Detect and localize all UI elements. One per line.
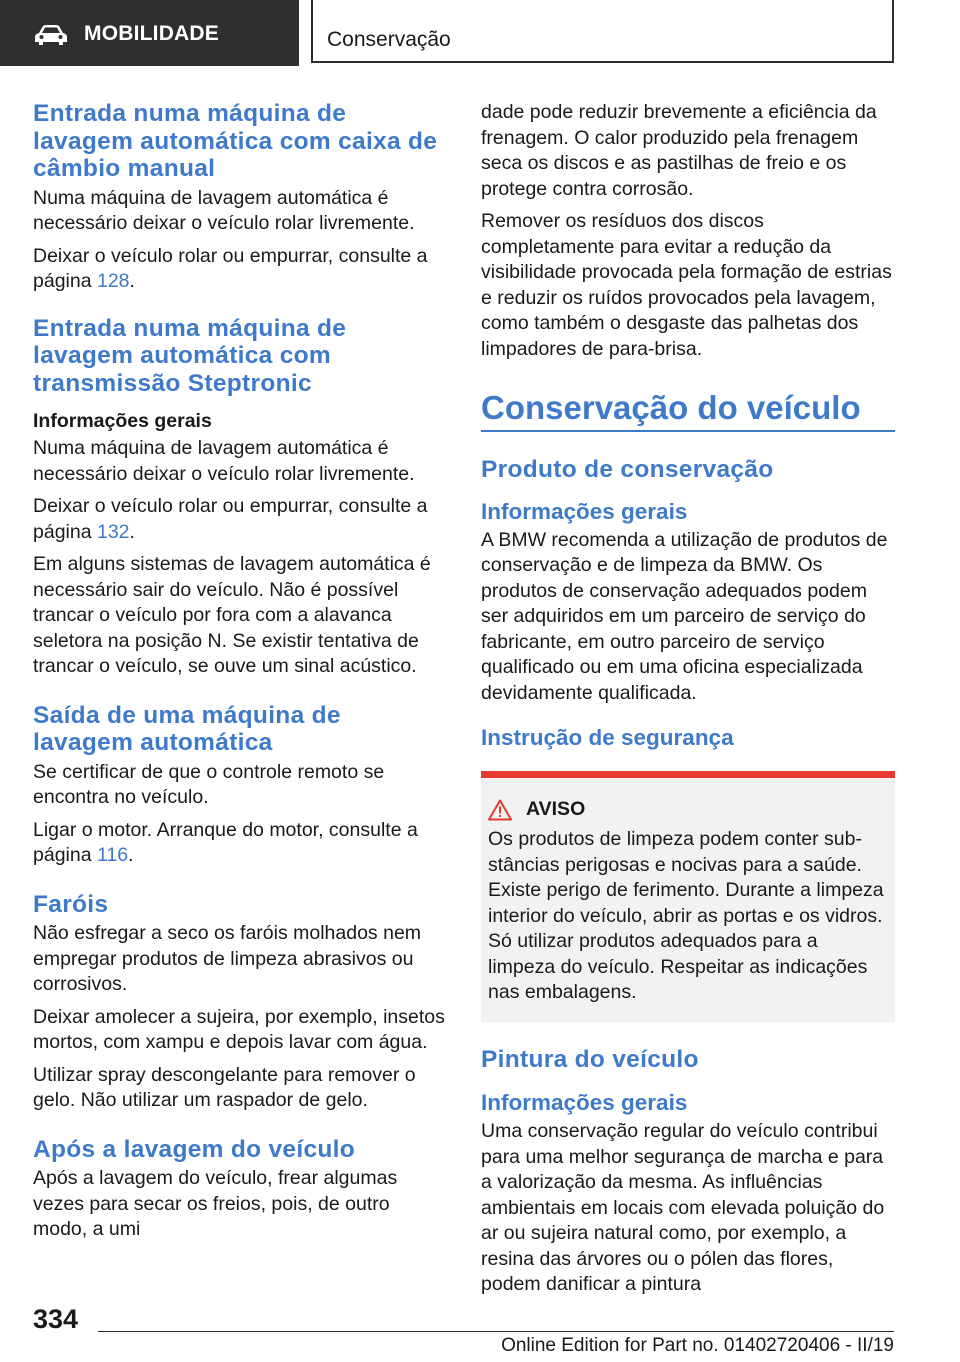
heading-after-wash: Após a lavagem do veículo	[33, 1135, 356, 1163]
paragraph: Uma conservação regular do veículo contribui para uma melhor segurança de marcha e para a valorização da mesma. As influências ambientais em locais com elevada poluição do ar ou sujeira natural como, por exemplo, a resina das árvores ou o pólen das flores, podem danificar a pintura	[481, 1120, 885, 1295]
paragraph: A BMW recomenda a utilização de produtos de conservação e de limpeza da BMW. Os produtos de conservação adequados podem ser adquiridos em um parceiro de serviço do fabricante, em outro parceiro de serviço qualificado ou em uma oficina especializada devidamente qualificada.	[481, 528, 888, 704]
heading-manual-wash: Entrada numa máquina de lavagem automática com caixa de câmbio manual	[33, 100, 438, 182]
page-footer	[0, 1296, 960, 1362]
paragraph: Utilizar spray descongelante para remover o gelo. Não utilizar um raspador de gelo.	[33, 1063, 416, 1111]
page-reference-link[interactable]: 116	[96, 844, 129, 866]
chapter-tab[interactable]	[311, 0, 894, 63]
warning-title-row	[488, 798, 888, 821]
subheading-general-info: Informações gerais	[33, 410, 212, 432]
paragraph: dade pode reduzir brevemente a eficiência da frenagem. O calor produzido pela frenagem seca os discos e as pastilhas de freio e os protege contra corrosão.	[481, 101, 877, 200]
paragraph: Não esfregar a seco os faróis molhados nem empregar produtos de limpeza abrasivos ou corrosivos.	[33, 922, 422, 995]
paragraph: Deixar o veículo rolar ou empurrar, consulte a página 128.	[33, 244, 428, 292]
edition-text: Online Edition for Part no. 01402720406 - II/19	[501, 1335, 894, 1356]
page-reference-link[interactable]: 128	[96, 270, 130, 292]
heading-exit-wash: Saída de uma máquina de lavagem automática	[33, 701, 341, 756]
paragraph: Se certificar de que o controle remoto se encontra no veículo.	[33, 760, 385, 808]
car-icon	[34, 24, 68, 46]
heading-headlights: Faróis	[33, 890, 109, 918]
heading-care-products: Produto de conservação	[481, 456, 774, 483]
footer-divider	[98, 1331, 894, 1332]
chapter-label: Conservação	[327, 28, 451, 51]
paragraph: Ligar o motor. Arranque do motor, consulte a página 116.	[33, 818, 418, 866]
subheading-general-info: Informações gerais	[481, 498, 688, 524]
paragraph: Deixar o veículo rolar ou empurrar, consulte a página 132.	[33, 495, 428, 543]
page-reference-link[interactable]: 132	[96, 520, 130, 543]
page-header	[0, 0, 960, 66]
section-label: MOBILIDADE	[84, 22, 219, 45]
paragraph: Numa máquina de lavagem automática é necessário deixar o veículo rolar livremente.	[33, 437, 415, 485]
left-column	[33, 100, 447, 1250]
heading-paintwork: Pintura do veículo	[481, 1045, 699, 1073]
paragraph: Numa máquina de lavagem automática é necessário deixar o veículo rolar livremente.	[33, 186, 415, 234]
warning-box	[481, 771, 895, 1022]
warning-title: AVISO	[526, 798, 586, 820]
paragraph: Após a lavagem do veículo, frear algumas vezes para secar os freios, pois, de outro modo, a umi	[33, 1167, 398, 1240]
section-tab[interactable]	[0, 0, 299, 66]
page-number: 334	[33, 1304, 79, 1334]
subheading-general-info: Informações gerais	[481, 1090, 688, 1115]
paragraph: Deixar amolecer a sujeira, por exemplo, insetos mortos, com xampu e depois lavar com água.	[33, 1005, 445, 1053]
paragraph: Em alguns sistemas de lavagem automática é necessário sair do veículo. Não é possível trancar o veículo por fora com a alavanca seletora na posição N. Se existir tentativa de trancar o veículo, se ouve um sinal acústico.	[33, 553, 431, 677]
warning-triangle-icon	[488, 799, 512, 821]
paragraph: Remover os resíduos dos discos completamente para evitar a redução da visibilidade provocada pela formação de estrias e reduzir os ruídos provocados pela lavagem, como também o desgaste das palhetas dos limpadores de para-brisa.	[481, 210, 892, 360]
subheading-safety: Instrução de segurança	[481, 725, 734, 750]
chapter-heading-vehicle-care: Conservação do veículo	[481, 388, 895, 432]
warning-text: Os produtos de limpeza podem conter substâncias perigosas e nocivas para a saúde. Existe perigo de ferimento. Durante a limpeza interior do veículo, abrir as portas e os vidros. Só utilizar produtos adequados para a limpeza do veículo. Respeitar as indicações nas embalagens.	[488, 828, 884, 1003]
right-column	[481, 100, 895, 1305]
heading-steptronic-wash: Entrada numa máquina de lavagem automática com transmissão Steptronic	[33, 314, 347, 397]
